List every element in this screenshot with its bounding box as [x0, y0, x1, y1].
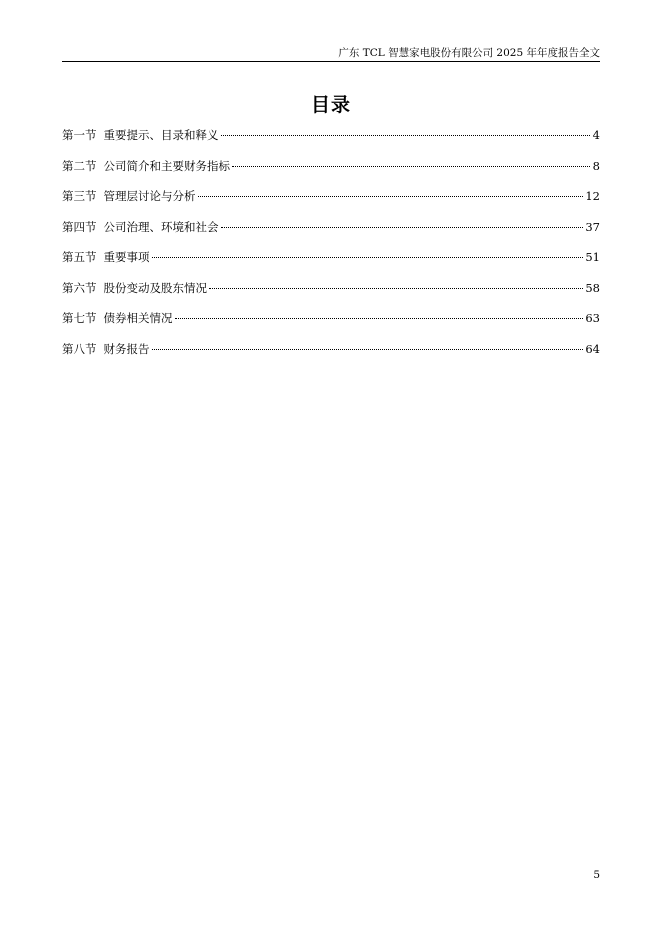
toc-section-number: 第二节 [62, 158, 97, 173]
toc-entry-section-2[interactable] [62, 156, 600, 187]
toc-dot-leader [232, 166, 590, 167]
toc-page-number: 4 [592, 128, 600, 142]
toc-section-title: 财务报告 [103, 341, 150, 356]
toc-section-title: 公司简介和主要财务指标 [103, 158, 230, 173]
toc-section-number: 第五节 [62, 250, 97, 264]
toc-section-number: 第八节 [62, 341, 97, 356]
toc-page-number: 8 [592, 158, 600, 173]
toc-page-number: 64 [585, 341, 600, 356]
toc-section-title: 管理层讨论与分析 [103, 189, 196, 203]
toc-section-title: 公司治理、环境和社会 [103, 219, 219, 234]
toc-dot-leader [152, 257, 584, 258]
toc-section-number: 第三节 [62, 189, 97, 203]
toc-page-number: 37 [585, 219, 600, 234]
toc-section-title: 股份变动及股东情况 [103, 280, 207, 295]
header-rule [62, 61, 600, 62]
toc-entry-section-3[interactable] [62, 186, 600, 217]
toc-section-title: 债券相关情况 [103, 311, 173, 325]
toc-page-number: 51 [585, 250, 600, 264]
toc-section-number: 第七节 [62, 311, 97, 325]
toc-entry-section-1[interactable] [62, 125, 600, 156]
toc-section-number: 第一节 [62, 128, 97, 142]
toc-dot-leader [221, 135, 591, 136]
toc-entry-section-7[interactable] [62, 308, 600, 339]
toc-dot-leader [221, 227, 584, 228]
toc-section-number: 第四节 [62, 219, 97, 234]
toc-entry-section-6[interactable] [62, 278, 600, 309]
toc-entry-section-4[interactable] [62, 217, 600, 248]
toc-section-title: 重要事项 [103, 250, 150, 264]
toc-page-number: 58 [585, 280, 600, 295]
toc-page-number: 12 [585, 189, 600, 203]
page-header: 广东 TCL 智慧家电股份有限公司 2025 年年度报告全文 [338, 47, 600, 59]
toc-entry-section-8[interactable] [62, 339, 600, 370]
toc-dot-leader [175, 318, 584, 319]
toc-entry-section-5[interactable] [62, 247, 600, 278]
page-number: 5 [593, 869, 600, 881]
toc-dot-leader [198, 196, 584, 197]
toc-title: 目录 [310, 94, 351, 116]
toc-section-title: 重要提示、目录和释义 [103, 128, 219, 142]
toc-dot-leader [152, 349, 584, 350]
toc-dot-leader [209, 288, 583, 289]
toc-section-number: 第六节 [62, 280, 97, 295]
table-of-contents [62, 125, 600, 369]
toc-page-number: 63 [585, 311, 600, 325]
